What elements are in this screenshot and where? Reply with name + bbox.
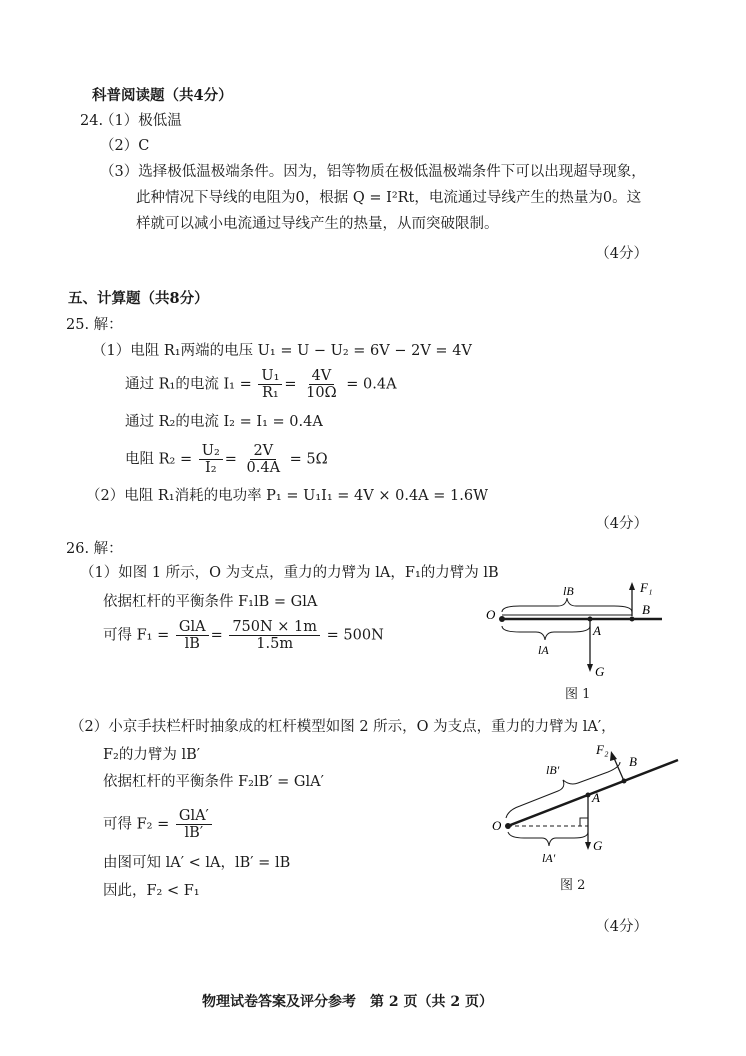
figure-2-diagram: [484, 738, 694, 878]
q25-line1: （1）电阻 R₁两端的电压 U₁ = U − U₂ = 6V − 2V = 4V: [92, 343, 472, 359]
lb-brace: [502, 598, 632, 612]
label-g: G: [595, 664, 605, 679]
q26-p1a: （1）如图 1 所示，O 为支点，重力的力臂为 lA，F₁的力臂为 lB: [80, 565, 499, 581]
q26-p2c: 依据杠杆的平衡条件 F₂lB′ = GlA′: [103, 774, 324, 790]
q24-number: 24.: [80, 113, 104, 129]
label-f1: F₁: [640, 580, 653, 595]
label-o: O: [492, 818, 502, 833]
q24-answer-1: （1）极低温: [100, 113, 182, 129]
g-arrow-icon: [587, 664, 593, 672]
label-lb: lB′: [546, 763, 560, 777]
figure-1-diagram: [480, 576, 670, 686]
q24-answer-3c: 样就可以减小电流通过导线产生的热量，从而突破限制。: [136, 216, 499, 232]
label-a: A: [593, 623, 601, 638]
q25-line2: 通过 R₁的电流 I₁ = $\frac{\text{U₁}}{\text{R₁}}$ = $\frac{4V}{10\Omega}$ = 0.4A: [125, 368, 397, 401]
figure-1-caption: 图 1: [565, 687, 591, 702]
q26-p2f: 因此，F₂ < F₁: [103, 883, 200, 899]
q25-line5: （2）电阻 R₁消耗的电功率 P₁ = U₁I₁ = 4V × 0.4A = 1.6W: [86, 488, 488, 504]
point-b-dot: [630, 617, 635, 622]
q26-score: （4分）: [595, 919, 648, 935]
label-b: B: [642, 602, 650, 617]
section5-heading: 五、计算题（共8分）: [68, 290, 209, 307]
page-footer: 物理试卷答案及评分参考 第 2 页（共 2 页）: [202, 994, 493, 1010]
q24-answer-3a: （3）选择极低温极端条件。因为，铝等物质在极低温极端条件下可以出现超导现象，: [100, 164, 646, 180]
f2-arrow-icon: [610, 751, 617, 761]
q25-line4: 电阻 R₂ = $\frac{\text{U₂}}{\text{I₂}}$ = $\frac{2V}{0.4A}$ = 5Ω: [125, 443, 328, 476]
q26-p2a: （2）小京手扶栏杆时抽象成的杠杆模型如图 2 所示，O 为支点，重力的力臂为 lA′，: [70, 719, 616, 735]
label-g: G: [593, 838, 603, 853]
la-brace: [508, 832, 588, 846]
q25-line3: 通过 R₂的电流 I₂ = I₁ = 0.4A: [125, 414, 323, 430]
q25-head: 25. 解：: [66, 317, 123, 333]
label-o: O: [486, 607, 496, 622]
q24-answer-2: （2）C: [100, 138, 150, 154]
la-brace: [502, 626, 590, 640]
q26-p2b: F₂的力臂为 lB′: [103, 747, 201, 763]
label-a: A: [592, 790, 600, 805]
section4-heading: 科普阅读题（共4分）: [92, 87, 233, 104]
q25-score: （4分）: [595, 516, 648, 532]
q26-head: 26. 解：: [66, 541, 123, 557]
label-f2: F₂: [596, 742, 609, 757]
q24-answer-3b: 此种情况下导线的电阻为0，根据 Q = I²Rt，电流通过导线产生的热量为0。这: [136, 190, 642, 206]
label-la: lA: [538, 643, 549, 657]
label-lb: lB: [563, 584, 574, 598]
label-la: lA′: [542, 851, 556, 865]
q26-p1b: 依据杠杆的平衡条件 F₁lB = GlA: [103, 594, 318, 610]
right-angle-mark: [580, 818, 588, 826]
q26-p2d: 可得 F₂ = $\frac{\text{GlA′}}{lB'}$: [103, 808, 214, 841]
q26-p1c: 可得 F₁ = $\frac{\text{GlA}}{lB}$ = $\frac{750N \times 1m}{1.5m}$ = 500N: [103, 619, 384, 652]
q24-score: （4分）: [595, 246, 648, 262]
figure-2-caption: 图 2: [560, 878, 586, 893]
pivot-o-dot: [499, 616, 505, 622]
label-b: B: [629, 754, 637, 769]
g-arrow-icon: [585, 842, 591, 850]
f1-arrow-icon: [629, 582, 635, 590]
q26-p2e: 由图可知 lA′ < lA，lB′ = lB: [103, 855, 291, 871]
